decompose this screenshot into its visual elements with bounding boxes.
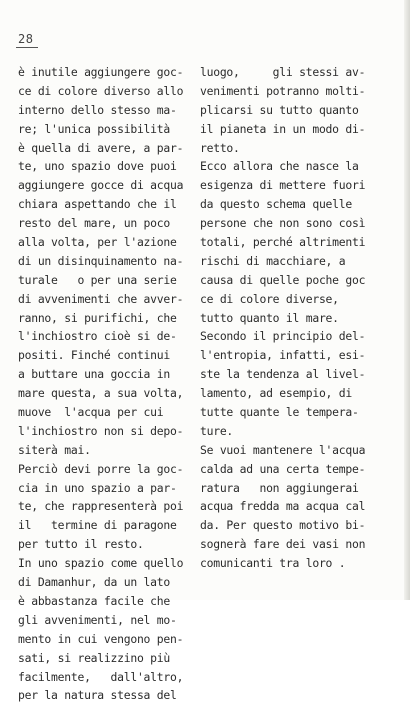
- text-line: mento in cui vengono pen-: [18, 631, 184, 646]
- text-line: gli avvenimenti, nel mo-: [18, 612, 177, 627]
- text-line: venimenti potranno molti-: [200, 83, 366, 98]
- text-line: tutte quante le tempera-: [200, 405, 359, 420]
- text-line: plicarsi su tutto quanto: [200, 102, 359, 117]
- right-text-column: [200, 63, 380, 573]
- text-line: l'inchiostro non si depo-: [18, 423, 184, 438]
- text-line: da questo schema quelle: [200, 197, 352, 212]
- text-line: sati, si realizzino più: [18, 650, 170, 665]
- text-line: il termine di paragone: [18, 518, 177, 533]
- text-line: te, uno spazio dove puoi: [18, 159, 177, 174]
- text-line: per la natura stessa del: [18, 688, 177, 703]
- text-line: acqua fredda ma acqua cal: [200, 499, 366, 514]
- text-line: aggiungere gocce di acqua: [18, 178, 184, 193]
- text-line: da. Per questo motivo bi-: [200, 518, 366, 533]
- text-line: re; l'unica possibilità: [18, 121, 170, 136]
- page-edge-shadow: [404, 0, 410, 600]
- text-line: tutto quanto il mare.: [200, 310, 339, 325]
- text-line: calda ad una certa tempe-: [200, 461, 366, 476]
- text-line: positi. Finché continui: [18, 348, 170, 363]
- text-line: Ecco allora che nasce la: [200, 159, 359, 174]
- text-line: te, che rappresenterà poi: [18, 499, 184, 514]
- text-line: esigenza di mettere fuori: [200, 178, 366, 193]
- left-text-column: [18, 63, 196, 705]
- text-line: l'inchiostro cioè si de-: [18, 329, 177, 344]
- text-line: per tutto il resto.: [18, 537, 144, 552]
- page-number: 28: [18, 32, 34, 46]
- text-line: muove l'acqua per cui: [18, 405, 164, 420]
- text-line: rischi di macchiare, a: [200, 253, 346, 268]
- text-line: Perciò devi porre la goc-: [18, 461, 184, 476]
- text-line: ratura non aggiungerai: [200, 480, 359, 495]
- text-line: retto.: [200, 140, 240, 155]
- text-line: ture.: [200, 423, 234, 438]
- text-line: Se vuoi mantenere l'acqua: [200, 442, 366, 457]
- text-line: di Damanhur, da un lato: [18, 575, 170, 590]
- text-line: di avvenimenti che avver-: [18, 291, 184, 306]
- text-line: è inutile aggiungere goc-: [18, 65, 184, 79]
- text-line: di un disinquinamento na-: [18, 253, 184, 268]
- text-line: ce di colore diverse,: [200, 291, 339, 306]
- text-line: persone che non sono così: [200, 216, 366, 231]
- text-line: ranno, si purifichi, che: [18, 310, 177, 325]
- text-line: chiara aspettando che il: [18, 197, 177, 212]
- page-number-underline: [16, 47, 38, 48]
- text-line: l'entropia, infatti, esi-: [200, 348, 366, 363]
- text-line: alla volta, per l'azione: [18, 235, 177, 250]
- text-line: comunicanti tra loro .: [200, 556, 346, 571]
- text-line: ste la tendenza al livel-: [200, 367, 366, 382]
- text-line: totali, perché altrimenti: [200, 235, 366, 250]
- text-line: mare questa, a sua volta,: [18, 386, 184, 401]
- text-line: cia in uno spazio a par-: [18, 480, 177, 495]
- text-line: ce di colore diverso allo: [18, 83, 184, 98]
- text-line: è abbastanza facile che: [18, 593, 170, 608]
- text-line: sognerà fare dei vasi non: [200, 537, 366, 552]
- text-line: resto del mare, un poco: [18, 216, 170, 231]
- text-line: In uno spazio come quello: [18, 556, 184, 571]
- text-line: il pianeta in un modo di-: [200, 121, 366, 136]
- text-line: facilmente, dall'altro,: [18, 669, 184, 684]
- text-line: Secondo il principio del-: [200, 329, 366, 344]
- text-line: a buttare una goccia in: [18, 367, 170, 382]
- text-line: siterà mai.: [18, 442, 91, 457]
- text-line: causa di quelle poche goc: [200, 272, 366, 287]
- text-line: lamento, ad esempio, di: [200, 386, 352, 401]
- text-line: è quella di avere, a par-: [18, 140, 184, 155]
- text-line: interno dello stesso ma-: [18, 102, 177, 117]
- text-line: turale o per una serie: [18, 272, 177, 287]
- text-line: luogo, gli stessi av-: [200, 65, 366, 79]
